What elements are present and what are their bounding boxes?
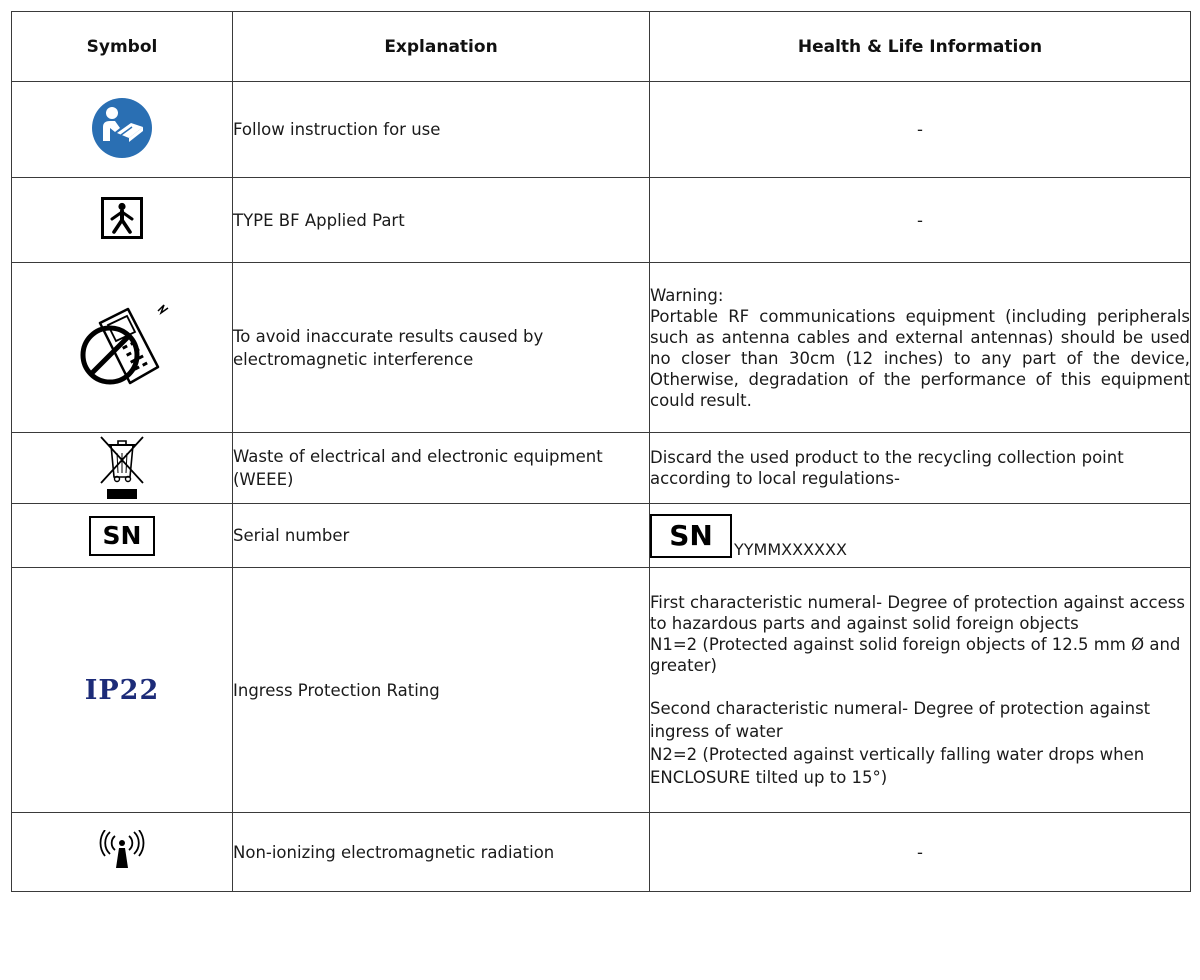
explanation-cell: Follow instruction for use [233, 82, 650, 178]
symbol-cell [12, 263, 233, 433]
symbol-cell [12, 178, 233, 263]
table-header-row [12, 12, 1191, 82]
header-explanation: Explanation [233, 12, 650, 82]
symbol-cell [12, 433, 233, 504]
info-cell: Discard the used product to the recycling collection point according to local regulations- [650, 433, 1191, 504]
info-cell [650, 504, 1191, 568]
ip-first-numeral-text: First characteristic numeral- Degree of protection against access to hazardous parts and against solid foreign objects N1=2 (Protected against solid foreign objects of 12.5 mm Ø and greater) [650, 592, 1185, 675]
no-mobile-phone-icon [72, 301, 172, 391]
info-cell: - [650, 82, 1191, 178]
info-cell [650, 568, 1191, 813]
table-row [12, 82, 1191, 178]
table-row [12, 504, 1191, 568]
symbol-cell [12, 82, 233, 178]
table-row [12, 433, 1191, 504]
symbols-table [11, 11, 1191, 892]
serial-number-pattern: YYMMXXXXXX [734, 539, 847, 559]
serial-number-icon: SN [89, 516, 155, 556]
header-health-life-info: Health & Life Information [650, 12, 1191, 82]
table-row [12, 263, 1191, 433]
type-bf-applied-part-icon [101, 197, 143, 239]
serial-number-inline-icon: SN [650, 514, 732, 558]
explanation-cell: Non-ionizing electromagnetic radiation [233, 813, 650, 892]
header-symbol: Symbol [12, 12, 233, 82]
non-ionizing-radiation-icon [99, 830, 145, 870]
symbol-cell [12, 504, 233, 568]
explanation-cell: Serial number [233, 504, 650, 568]
serial-number-format [650, 514, 847, 558]
info-cell: - [650, 178, 1191, 263]
symbol-cell [12, 813, 233, 892]
ip-second-numeral-text: Second characteristic numeral- Degree of protection against ingress of water N2=2 (Protected against vertically falling water drops when ENCLOSURE tilted up to 15°) [650, 698, 1151, 787]
info-cell: - [650, 813, 1191, 892]
table-row [12, 568, 1191, 813]
table-row [12, 813, 1191, 892]
explanation-cell: Waste of electrical and electronic equipment (WEEE) [233, 433, 650, 504]
info-cell [650, 263, 1191, 433]
warning-body: Portable RF communications equipment (including peripherals such as antenna cables and external antennas) should be used no closer than 30cm (12 inches) to any part of the device, Otherwise, degradation of the performance of this equipment could result. [650, 306, 1190, 410]
explanation-cell: To avoid inaccurate results caused by electromagnetic interference [233, 263, 650, 433]
instruction-manual-icon [91, 97, 153, 159]
table-row [12, 178, 1191, 263]
explanation-cell: Ingress Protection Rating [233, 568, 650, 813]
explanation-cell: TYPE BF Applied Part [233, 178, 650, 263]
warning-title: Warning: [650, 285, 724, 305]
weee-crossed-bin-icon [97, 433, 147, 499]
ip-rating-symbol: IP22 [84, 674, 160, 706]
symbol-cell [12, 568, 233, 813]
